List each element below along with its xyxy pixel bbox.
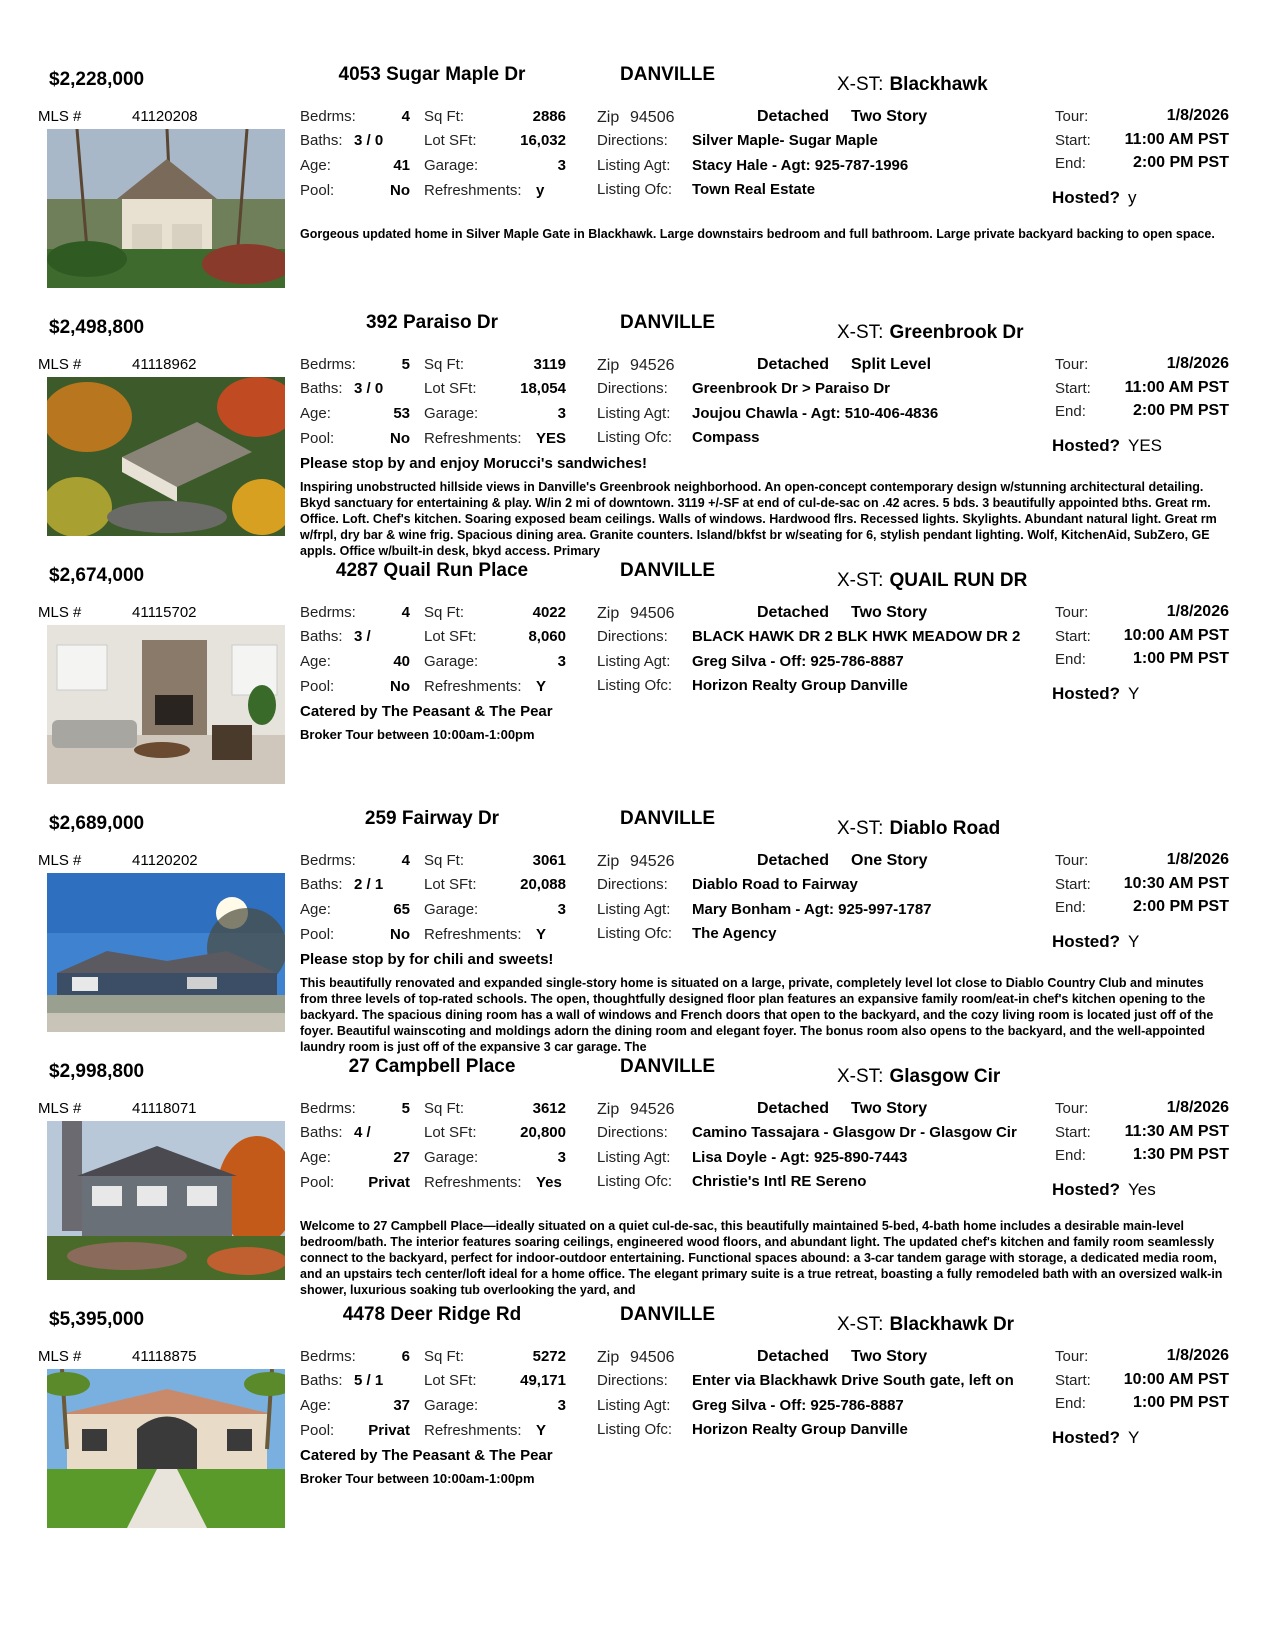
bedrooms-label: Bedrms: (300, 604, 356, 621)
bedrooms-label: Bedrms: (300, 356, 356, 373)
age-label: Age: (300, 157, 331, 174)
end-time: 1:00 PM PST (1132, 650, 1229, 667)
lot-sqft-value: 20,088 (520, 876, 566, 893)
hosted-value: Yes (1128, 1180, 1156, 1199)
listing-agent-value: Greg Silva - Off: 925-786-8887 (692, 653, 904, 670)
age-label: Age: (300, 653, 331, 670)
bedrooms-value: 4 (401, 108, 410, 125)
cross-street-value: Blackhawk Dr (889, 1314, 1015, 1335)
bedrooms-value: 5 (401, 1100, 410, 1117)
hosted-label: Hosted? (1052, 436, 1120, 455)
sqft-label: Sq Ft: (424, 1348, 465, 1365)
garage-label: Garage: (424, 653, 479, 670)
pool-label: Pool: (300, 1422, 335, 1439)
tour-date: 1/8/2026 (1166, 107, 1229, 124)
mls-number: 41118875 (132, 1348, 197, 1365)
refreshments-value: YES (536, 430, 567, 447)
listing-city: DANVILLE (620, 1304, 715, 1325)
zip-label: Zip (597, 605, 620, 622)
cross-street-label: X-ST: (837, 570, 884, 591)
start-time: 11:00 AM PST (1124, 131, 1229, 148)
listing-price: $2,689,000 (49, 813, 145, 834)
refreshments-value: Y (536, 1422, 547, 1439)
directions-value: Silver Maple- Sugar Maple (692, 132, 878, 149)
listing-note-secondary: Broker Tour between 10:00am-1:00pm (300, 1471, 535, 1486)
pool-label: Pool: (300, 182, 335, 199)
pool-value: Privat (368, 1422, 410, 1439)
start-label: Start: (1055, 132, 1091, 149)
tour-label: Tour: (1055, 1100, 1089, 1117)
zip-value: 94526 (630, 357, 675, 374)
zip-value: 94506 (630, 109, 675, 126)
pool-value: No (390, 678, 410, 695)
hosted-status (1052, 684, 1139, 704)
directions-label: Directions: (597, 876, 668, 893)
sqft-value: 3612 (532, 1100, 566, 1117)
sqft-value: 5272 (532, 1348, 566, 1365)
mls-number: 41120208 (132, 108, 198, 125)
hosted-value: Y (1128, 932, 1140, 951)
hosted-value: y (1128, 188, 1137, 207)
sqft-value: 2886 (532, 108, 566, 125)
mls-label: MLS # (38, 356, 82, 373)
listing-card (0, 311, 1275, 571)
cross-street (837, 570, 1027, 592)
cross-street-value: Blackhawk (889, 74, 988, 95)
listing-remarks: This beautifully renovated and expanded single-story home is situated on a large, private, completely level lot close to Diablo Country Club and minutes from three levels of top-rated schools. The open, thoughtfully designed floor plan features an expansive family room/eat-in chef's kitchen opening to the backyard. The spacious dining room has a wall of windows and French doors that open to the backyard, and the cozy living room is located just off of the foyer. Beautiful wainscoting and moldings adorn the dining room and elegant foyer. The bonus room also opens to the backyard, and the well-appointed laundry room is just off of the expansive 3 car garage. The (300, 976, 1214, 1054)
hosted-value: YES (1128, 436, 1163, 455)
baths-value: 5 / 1 (354, 1372, 384, 1389)
garage-value: 3 (557, 901, 566, 918)
property-type: Detached (757, 1348, 830, 1365)
age-value: 37 (393, 1397, 410, 1414)
zip-label: Zip (597, 357, 620, 374)
mls-number: 41118071 (132, 1100, 197, 1117)
hosted-label: Hosted? (1052, 1428, 1120, 1447)
bedrooms-value: 5 (401, 356, 410, 373)
living-room-photo (47, 625, 285, 784)
tour-date: 1/8/2026 (1166, 1347, 1229, 1364)
garage-value: 3 (557, 1397, 566, 1414)
directions-value: Diablo Road to Fairway (692, 876, 858, 893)
listing-office-value: Christie's Intl RE Sereno (692, 1173, 867, 1190)
property-type: Detached (757, 1100, 830, 1117)
property-style: Two Story (851, 604, 928, 621)
sqft-value: 3061 (532, 852, 566, 869)
garage-label: Garage: (424, 1397, 479, 1414)
end-time: 2:00 PM PST (1132, 898, 1229, 915)
cross-street (837, 74, 988, 96)
start-label: Start: (1055, 628, 1091, 645)
directions-label: Directions: (597, 628, 668, 645)
mls-label: MLS # (38, 852, 82, 869)
baths-value: 3 / (354, 628, 371, 645)
pool-label: Pool: (300, 678, 335, 695)
bedrooms-value: 6 (401, 1348, 410, 1365)
listing-note: Catered by The Peasant & The Pear (300, 1447, 553, 1464)
listing-address: 392 Paraiso Dr (365, 312, 499, 333)
listing-price: $2,228,000 (49, 69, 145, 90)
listing-city: DANVILLE (620, 312, 715, 333)
sqft-value: 3119 (533, 356, 566, 373)
age-label: Age: (300, 1397, 331, 1414)
listing-remarks: Inspiring unobstructed hillside views in Danville's Greenbrook neighborhood. An open-concept contemporary design w/stunning architectural detailing. Bkyd sanctuary for entertaining & play. W/in 2 mi of downtown. 3119 +/-SF at end of cul-de-sac on .42 acres. 5 bds. 3 beautifully appointed bths. Great rm. Office. Loft. Chef's kitchen. Soaring exposed beam ceilings. Walls of windows. Hardwood flrs. Recessed lights. Skylights. Abundant natural light. Great rm w/frpl, dry bar & wine frig. Spacious dining area. Granite counters. Island/bkfst br w/seating for 6, stylish pendant lighting. Wolf, KitchenAid, SubZero, GE appls. Office w/built-in desk, bkyd access. Primary (300, 480, 1217, 558)
refreshments-value: Y (536, 926, 547, 943)
craftsman-house-photo (47, 1121, 285, 1280)
refreshments-label: Refreshments: (424, 1422, 522, 1439)
cross-street-label: X-ST: (837, 818, 884, 839)
age-label: Age: (300, 405, 331, 422)
end-label: End: (1055, 651, 1086, 668)
bedrooms-label: Bedrms: (300, 108, 356, 125)
cross-street-label: X-ST: (837, 1314, 884, 1335)
pool-value: No (390, 182, 410, 199)
zip-value: 94526 (630, 1101, 675, 1118)
start-label: Start: (1055, 380, 1091, 397)
mls-number: 41115702 (132, 604, 197, 621)
tour-label: Tour: (1055, 852, 1089, 869)
zip-label: Zip (597, 1101, 620, 1118)
start-time: 11:30 AM PST (1124, 1123, 1229, 1140)
property-style: Two Story (851, 108, 928, 125)
baths-value: 3 / 0 (354, 132, 384, 149)
directions-value: Enter via Blackhawk Drive South gate, left on (692, 1372, 1014, 1389)
listing-address: 4287 Quail Run Place (335, 560, 529, 581)
cross-street-value: Diablo Road (889, 818, 1001, 839)
listing-agent-value: Mary Bonham - Agt: 925-997-1787 (692, 901, 932, 918)
listing-address: 4053 Sugar Maple Dr (338, 64, 526, 85)
mls-label: MLS # (38, 108, 82, 125)
listing-note: Please stop by for chili and sweets! (300, 951, 554, 968)
directions-label: Directions: (597, 1372, 668, 1389)
listing-office-value: Compass (692, 429, 760, 446)
hosted-value: Y (1128, 1428, 1140, 1447)
end-time: 1:00 PM PST (1132, 1394, 1229, 1411)
mls-label: MLS # (38, 604, 82, 621)
listing-agent-label: Listing Agt: (597, 901, 671, 918)
listing-card (0, 807, 1275, 1067)
listing-city: DANVILLE (620, 1056, 715, 1077)
cross-street-value: Glasgow Cir (889, 1066, 1001, 1087)
listing-card (0, 63, 1275, 323)
pool-value: No (390, 926, 410, 943)
listing-office-value: Horizon Realty Group Danville (692, 677, 908, 694)
lot-sqft-value: 20,800 (520, 1124, 566, 1141)
directions-label: Directions: (597, 380, 668, 397)
start-time: 10:00 AM PST (1123, 1371, 1229, 1388)
property-type: Detached (757, 356, 830, 373)
hosted-status (1052, 932, 1139, 952)
sqft-label: Sq Ft: (424, 1100, 465, 1117)
cross-street-label: X-ST: (837, 74, 884, 95)
listing-agent-label: Listing Agt: (597, 653, 671, 670)
tour-date: 1/8/2026 (1166, 355, 1229, 372)
hosted-value: Y (1128, 684, 1140, 703)
refreshments-label: Refreshments: (424, 926, 522, 943)
cross-street-label: X-ST: (837, 322, 884, 343)
cross-street (837, 1314, 1014, 1336)
lot-sqft-label: Lot SFt: (424, 1372, 477, 1389)
end-time: 2:00 PM PST (1132, 402, 1229, 419)
hosted-status (1052, 436, 1162, 456)
listing-agent-value: Greg Silva - Off: 925-786-8887 (692, 1397, 904, 1414)
listing-city: DANVILLE (620, 560, 715, 581)
start-label: Start: (1055, 1124, 1091, 1141)
listing-card (0, 1055, 1275, 1315)
listing-remarks: Welcome to 27 Campbell Place—ideally situated on a quiet cul-de-sac, this beautifully maintained 5-bed, 4-bath home includes a desirable main-level bedroom/bath. The interior features soaring ceilings, engineered wood floors, and abundant light. The updated chef's kitchen and family room seamlessly connect to the backyard, perfect for indoor-outdoor entertaining. Functional spaces abound: a 3-car tandem garage with storage, a dedicated media room, and an upstairs tech center/loft ideal for a home office. The elegant primary suite is a true retreat, boasting a fully remodeled bath with an oversized walk-in shower, luxurious soaking tub overlooking the yard, and (300, 1219, 1223, 1297)
sqft-value: 4022 (532, 604, 566, 621)
ranch-house-photo (47, 873, 285, 1032)
end-time: 1:30 PM PST (1132, 1146, 1229, 1163)
bedrooms-label: Bedrms: (300, 1348, 356, 1365)
listing-agent-label: Listing Agt: (597, 1397, 671, 1414)
tour-label: Tour: (1055, 604, 1089, 621)
sqft-label: Sq Ft: (424, 604, 465, 621)
pool-label: Pool: (300, 1174, 335, 1191)
sqft-label: Sq Ft: (424, 356, 465, 373)
property-type: Detached (757, 604, 830, 621)
listing-address: 4478 Deer Ridge Rd (342, 1304, 522, 1325)
listing-agent-label: Listing Agt: (597, 157, 671, 174)
listing-office-value: Town Real Estate (692, 181, 816, 198)
age-label: Age: (300, 1149, 331, 1166)
listing-price: $2,498,800 (49, 317, 145, 338)
refreshments-label: Refreshments: (424, 1174, 522, 1191)
cross-street (837, 818, 1000, 840)
listing-price: $5,395,000 (49, 1309, 145, 1330)
end-label: End: (1055, 899, 1086, 916)
start-time: 10:00 AM PST (1123, 627, 1229, 644)
listing-remarks: Gorgeous updated home in Silver Maple Gate in Blackhawk. Large downstairs bedroom and full bathroom. Large private backyard backing to open space. (300, 227, 1215, 241)
refreshments-label: Refreshments: (424, 182, 522, 199)
bedrooms-label: Bedrms: (300, 852, 356, 869)
lot-sqft-value: 49,171 (520, 1372, 566, 1389)
tour-date: 1/8/2026 (1166, 603, 1229, 620)
start-time: 11:00 AM PST (1124, 379, 1229, 396)
listing-agent-value: Lisa Doyle - Agt: 925-890-7443 (692, 1149, 908, 1166)
listing-office-label: Listing Ofc: (597, 677, 673, 694)
garage-label: Garage: (424, 1149, 479, 1166)
property-type: Detached (757, 108, 830, 125)
lot-sqft-label: Lot SFt: (424, 380, 477, 397)
bedrooms-value: 4 (401, 852, 410, 869)
mls-number: 41120202 (132, 852, 198, 869)
end-time: 2:00 PM PST (1132, 154, 1229, 171)
listing-office-label: Listing Ofc: (597, 1421, 673, 1438)
baths-value: 2 / 1 (354, 876, 384, 893)
zip-value: 94506 (630, 1349, 675, 1366)
listing-price: $2,674,000 (49, 565, 145, 586)
tour-label: Tour: (1055, 356, 1089, 373)
garage-value: 3 (557, 157, 566, 174)
refreshments-value: Y (536, 678, 547, 695)
listing-city: DANVILLE (620, 64, 715, 85)
age-value: 65 (393, 901, 410, 918)
directions-label: Directions: (597, 1124, 668, 1141)
end-label: End: (1055, 403, 1086, 420)
lot-sqft-label: Lot SFt: (424, 628, 477, 645)
tour-date: 1/8/2026 (1166, 851, 1229, 868)
garage-value: 3 (557, 405, 566, 422)
tour-label: Tour: (1055, 1348, 1089, 1365)
listing-office-value: The Agency (692, 925, 777, 942)
hosted-label: Hosted? (1052, 188, 1120, 207)
baths-label: Baths: (300, 1372, 343, 1389)
listing-address: 27 Campbell Place (348, 1056, 516, 1077)
refreshments-value: y (536, 182, 545, 199)
listing-note: Catered by The Peasant & The Pear (300, 703, 553, 720)
listing-agent-value: Joujou Chawla - Agt: 510-406-4836 (692, 405, 939, 422)
aerial-house-photo (47, 377, 285, 536)
bedrooms-label: Bedrms: (300, 1100, 356, 1117)
house-photo (47, 129, 285, 288)
listing-office-label: Listing Ofc: (597, 181, 673, 198)
zip-label: Zip (597, 1349, 620, 1366)
tour-label: Tour: (1055, 108, 1089, 125)
garage-value: 3 (557, 1149, 566, 1166)
zip-value: 94526 (630, 853, 675, 870)
start-label: Start: (1055, 876, 1091, 893)
baths-label: Baths: (300, 380, 343, 397)
baths-label: Baths: (300, 628, 343, 645)
property-style: Split Level (851, 356, 932, 373)
bedrooms-value: 4 (401, 604, 410, 621)
property-type: Detached (757, 852, 830, 869)
listing-agent-value: Stacy Hale - Agt: 925-787-1996 (692, 157, 909, 174)
lot-sqft-value: 18,054 (520, 380, 566, 397)
refreshments-label: Refreshments: (424, 678, 522, 695)
listing-agent-label: Listing Agt: (597, 405, 671, 422)
property-style: Two Story (851, 1348, 928, 1365)
zip-label: Zip (597, 853, 620, 870)
hosted-status (1052, 1180, 1156, 1200)
baths-value: 3 / 0 (354, 380, 384, 397)
property-style: One Story (851, 852, 928, 869)
hosted-label: Hosted? (1052, 684, 1120, 703)
end-label: End: (1055, 1147, 1086, 1164)
listing-agent-label: Listing Agt: (597, 1149, 671, 1166)
age-value: 53 (393, 405, 410, 422)
hosted-status (1052, 1428, 1139, 1448)
hosted-label: Hosted? (1052, 1180, 1120, 1199)
garage-label: Garage: (424, 157, 479, 174)
directions-value: Camino Tassajara - Glasgow Dr - Glasgow Cir (692, 1124, 1017, 1141)
sqft-label: Sq Ft: (424, 852, 465, 869)
hosted-status (1052, 188, 1137, 208)
listing-office-label: Listing Ofc: (597, 925, 673, 942)
lot-sqft-value: 8,060 (528, 628, 566, 645)
baths-label: Baths: (300, 132, 343, 149)
baths-label: Baths: (300, 876, 343, 893)
cross-street-value: QUAIL RUN DR (889, 570, 1028, 591)
baths-value: 4 / (354, 1124, 371, 1141)
mls-label: MLS # (38, 1348, 82, 1365)
zip-value: 94506 (630, 605, 675, 622)
start-label: Start: (1055, 1372, 1091, 1389)
pool-label: Pool: (300, 430, 335, 447)
tour-date: 1/8/2026 (1166, 1099, 1229, 1116)
refreshments-label: Refreshments: (424, 430, 522, 447)
cross-street-value: Greenbrook Dr (889, 322, 1024, 343)
pool-value: No (390, 430, 410, 447)
zip-label: Zip (597, 109, 620, 126)
pool-label: Pool: (300, 926, 335, 943)
listing-card (0, 1303, 1275, 1563)
listing-address: 259 Fairway Dr (364, 808, 500, 829)
mls-label: MLS # (38, 1100, 82, 1117)
lot-sqft-label: Lot SFt: (424, 876, 477, 893)
mediterranean-house-photo (47, 1369, 285, 1528)
mls-number: 41118962 (132, 356, 197, 373)
sqft-label: Sq Ft: (424, 108, 465, 125)
directions-value: BLACK HAWK DR 2 BLK HWK MEADOW DR 2 (692, 628, 1021, 645)
end-label: End: (1055, 1395, 1086, 1412)
listing-office-label: Listing Ofc: (597, 1173, 673, 1190)
listing-office-label: Listing Ofc: (597, 429, 673, 446)
start-time: 10:30 AM PST (1123, 875, 1229, 892)
listing-price: $2,998,800 (49, 1061, 145, 1082)
directions-value: Greenbrook Dr > Paraiso Dr (692, 380, 890, 397)
listing-card (0, 559, 1275, 819)
listing-note-secondary: Broker Tour between 10:00am-1:00pm (300, 727, 535, 742)
age-value: 41 (393, 157, 410, 174)
age-value: 40 (393, 653, 410, 670)
listing-city: DANVILLE (620, 808, 715, 829)
hosted-label: Hosted? (1052, 932, 1120, 951)
refreshments-value: Yes (536, 1174, 562, 1191)
lot-sqft-label: Lot SFt: (424, 1124, 477, 1141)
cross-street (837, 322, 1024, 344)
garage-label: Garage: (424, 405, 479, 422)
age-label: Age: (300, 901, 331, 918)
listing-office-value: Horizon Realty Group Danville (692, 1421, 908, 1438)
directions-label: Directions: (597, 132, 668, 149)
listing-note: Please stop by and enjoy Morucci's sandwiches! (300, 455, 648, 472)
garage-label: Garage: (424, 901, 479, 918)
garage-value: 3 (557, 653, 566, 670)
cross-street-label: X-ST: (837, 1066, 884, 1087)
lot-sqft-label: Lot SFt: (424, 132, 477, 149)
cross-street (837, 1066, 1000, 1088)
pool-value: Privat (368, 1174, 410, 1191)
baths-label: Baths: (300, 1124, 343, 1141)
lot-sqft-value: 16,032 (520, 132, 566, 149)
end-label: End: (1055, 155, 1086, 172)
age-value: 27 (393, 1149, 410, 1166)
property-style: Two Story (851, 1100, 928, 1117)
